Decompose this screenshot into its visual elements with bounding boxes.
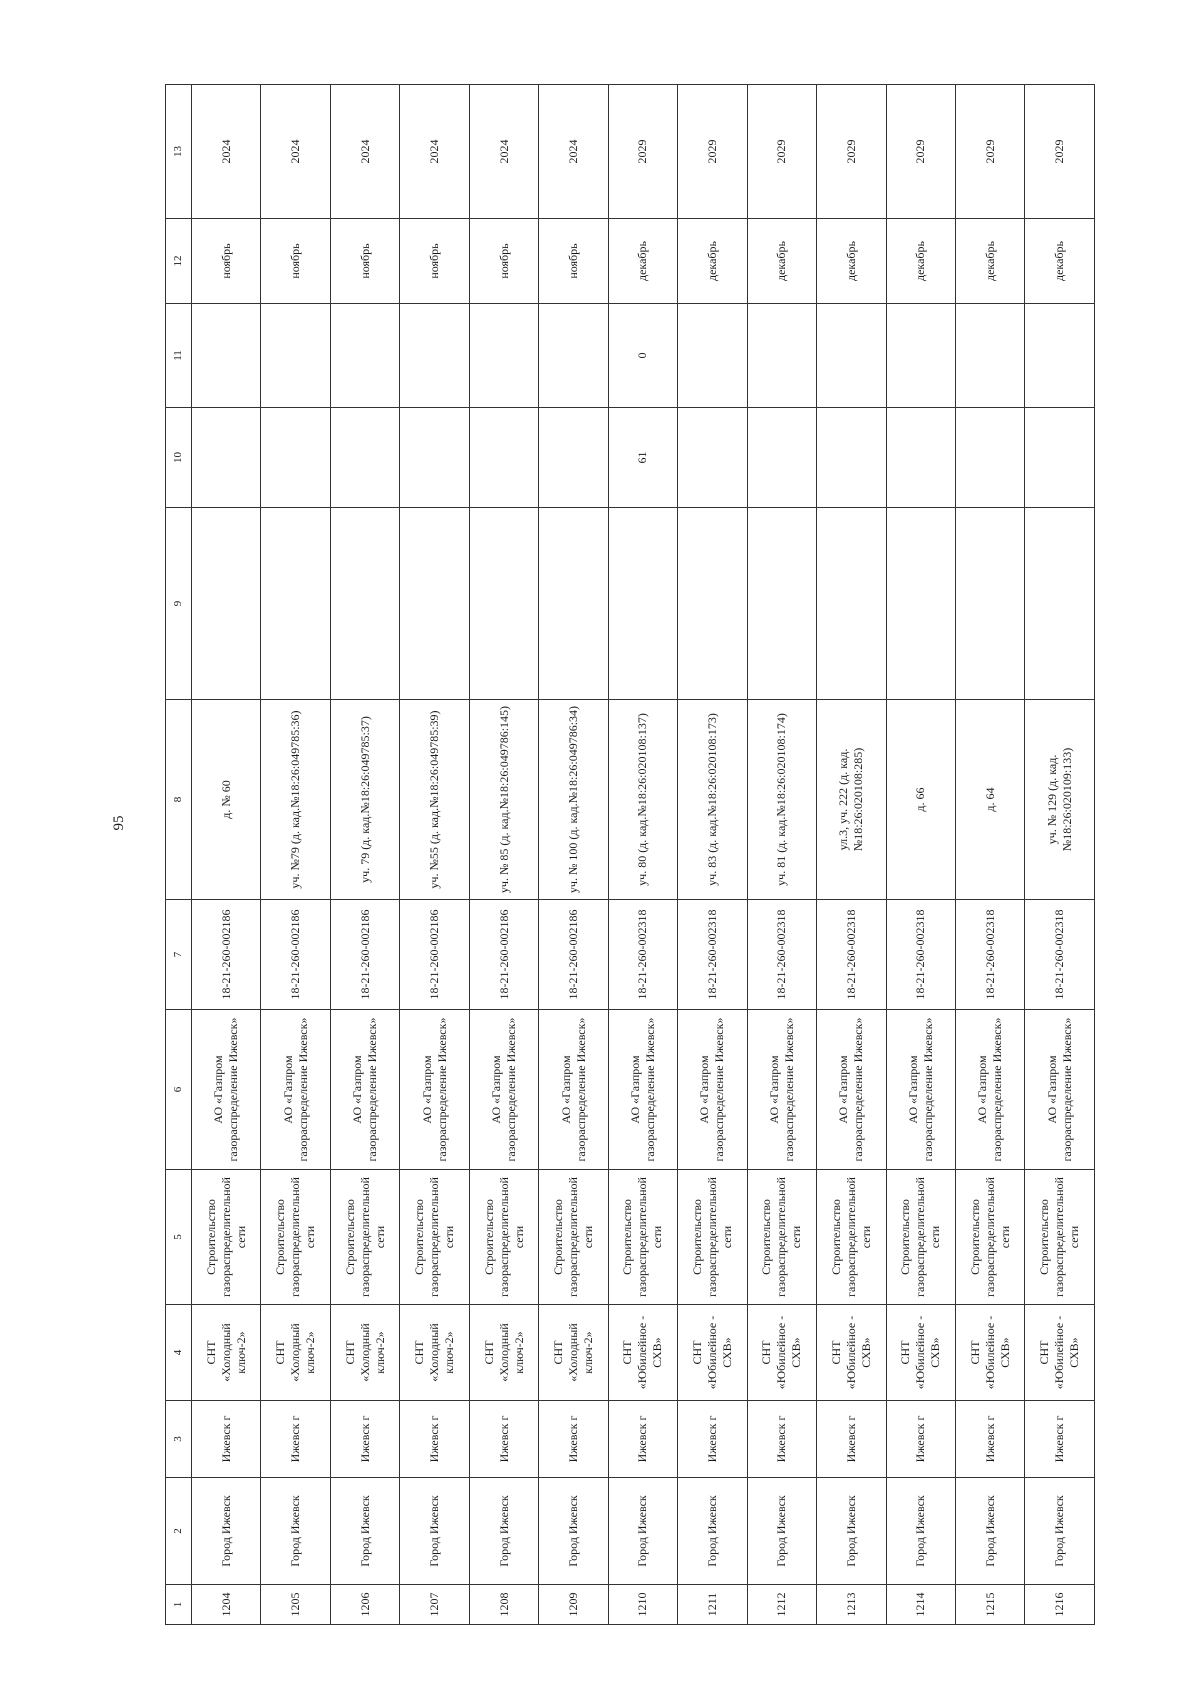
operator-cell: АО «Газпром газораспределение Ижевск» — [747, 1010, 816, 1170]
month-cell: ноябрь — [192, 219, 261, 304]
settlement-cell: Ижевск г — [400, 1401, 469, 1478]
row-number-cell: 1206 — [330, 1585, 399, 1625]
table-row — [400, 85, 469, 1625]
column-11-cell — [330, 304, 399, 408]
column-11-cell — [678, 304, 747, 408]
code-cell: 18-21-260-002186 — [469, 900, 538, 1010]
column-11-cell — [956, 304, 1025, 408]
column-11-cell — [747, 304, 816, 408]
month-cell: ноябрь — [261, 219, 330, 304]
row-number-cell: 1214 — [886, 1585, 955, 1625]
address-cell: уч. № 129 (д. кад.№18:26:020109:133) — [1025, 700, 1095, 900]
address-cell: уч. 83 (д. кад.№18:26:020108:173) — [678, 700, 747, 900]
table-row — [469, 85, 538, 1625]
work-type-cell: Строительство газораспределительной сети — [817, 1170, 886, 1305]
code-cell: 18-21-260-002186 — [539, 900, 608, 1010]
operator-cell: АО «Газпром газораспределение Ижевск» — [1025, 1010, 1095, 1170]
column-10-cell — [678, 408, 747, 508]
municipality-cell: Город Ижевск — [678, 1478, 747, 1585]
work-type-cell: Строительство газораспределительной сети — [330, 1170, 399, 1305]
year-cell: 2024 — [469, 85, 538, 219]
code-cell: 18-21-260-002318 — [817, 900, 886, 1010]
column-10-cell — [330, 408, 399, 508]
municipality-cell: Город Ижевск — [192, 1478, 261, 1585]
operator-cell: АО «Газпром газораспределение Ижевск» — [192, 1010, 261, 1170]
year-cell: 2024 — [539, 85, 608, 219]
column-10-cell — [469, 408, 538, 508]
work-type-cell: Строительство газораспределительной сети — [608, 1170, 677, 1305]
municipality-cell: Город Ижевск — [608, 1478, 677, 1585]
work-type-cell: Строительство газораспределительной сети — [956, 1170, 1025, 1305]
object-cell: СНТ «Холодный ключ-2» — [469, 1305, 538, 1401]
column-10-cell — [747, 408, 816, 508]
column-9-cell — [956, 508, 1025, 700]
column-11-cell — [192, 304, 261, 408]
gasification-table — [165, 84, 1095, 1625]
column-number: 12 — [166, 219, 192, 304]
column-10-cell — [261, 408, 330, 508]
column-11-cell — [886, 304, 955, 408]
column-11-cell — [400, 304, 469, 408]
code-cell: 18-21-260-002186 — [330, 900, 399, 1010]
column-11-cell: 0 — [608, 304, 677, 408]
column-9-cell — [1025, 508, 1095, 700]
address-cell: ул.3, уч. 222 (д. кад.№18:26:020108:285) — [817, 700, 886, 900]
municipality-cell: Город Ижевск — [330, 1478, 399, 1585]
settlement-cell: Ижевск г — [469, 1401, 538, 1478]
table-row — [261, 85, 330, 1625]
month-cell: ноябрь — [539, 219, 608, 304]
operator-cell: АО «Газпром газораспределение Ижевск» — [608, 1010, 677, 1170]
work-type-cell: Строительство газораспределительной сети — [747, 1170, 816, 1305]
table-body — [166, 85, 1095, 1625]
code-cell: 18-21-260-002318 — [608, 900, 677, 1010]
settlement-cell: Ижевск г — [192, 1401, 261, 1478]
year-cell: 2024 — [192, 85, 261, 219]
address-cell: уч. 79 (д. кад.№18:26:049785:37) — [330, 700, 399, 900]
month-cell: декабрь — [1025, 219, 1095, 304]
table-row — [886, 85, 955, 1625]
year-cell: 2024 — [330, 85, 399, 219]
row-number-cell: 1211 — [678, 1585, 747, 1625]
table-row — [956, 85, 1025, 1625]
municipality-cell: Город Ижевск — [469, 1478, 538, 1585]
address-cell: уч. 81 (д. кад.№18:26:020108:174) — [747, 700, 816, 900]
row-number-cell: 1213 — [817, 1585, 886, 1625]
object-cell: СНТ «Юбилейное - СХВ» — [886, 1305, 955, 1401]
work-type-cell: Строительство газораспределительной сети — [678, 1170, 747, 1305]
year-cell: 2029 — [747, 85, 816, 219]
column-10-cell — [817, 408, 886, 508]
address-cell: уч. № 100 (д. кад.№18:26:049786:34) — [539, 700, 608, 900]
column-10-cell — [539, 408, 608, 508]
column-number: 13 — [166, 85, 192, 219]
column-number: 6 — [166, 1010, 192, 1170]
rotated-table-container — [165, 85, 1095, 1625]
column-10-cell — [1025, 408, 1095, 508]
object-cell: СНТ «Холодный ключ-2» — [539, 1305, 608, 1401]
table-row — [608, 85, 677, 1625]
municipality-cell: Город Ижевск — [956, 1478, 1025, 1585]
column-number: 7 — [166, 900, 192, 1010]
column-9-cell — [678, 508, 747, 700]
column-9-cell — [886, 508, 955, 700]
operator-cell: АО «Газпром газораспределение Ижевск» — [469, 1010, 538, 1170]
year-cell: 2024 — [261, 85, 330, 219]
column-number: 8 — [166, 700, 192, 900]
column-11-cell — [539, 304, 608, 408]
settlement-cell: Ижевск г — [956, 1401, 1025, 1478]
column-9-cell — [608, 508, 677, 700]
object-cell: СНТ «Юбилейное - СХВ» — [956, 1305, 1025, 1401]
column-9-cell — [192, 508, 261, 700]
settlement-cell: Ижевск г — [817, 1401, 886, 1478]
row-number-cell: 1216 — [1025, 1585, 1095, 1625]
column-9-cell — [747, 508, 816, 700]
column-10-cell — [192, 408, 261, 508]
month-cell: декабрь — [678, 219, 747, 304]
work-type-cell: Строительство газораспределительной сети — [192, 1170, 261, 1305]
municipality-cell: Город Ижевск — [261, 1478, 330, 1585]
object-cell: СНТ «Юбилейное - СХВ» — [608, 1305, 677, 1401]
settlement-cell: Ижевск г — [608, 1401, 677, 1478]
month-cell: декабрь — [747, 219, 816, 304]
column-11-cell — [261, 304, 330, 408]
row-number-cell: 1208 — [469, 1585, 538, 1625]
municipality-cell: Город Ижевск — [400, 1478, 469, 1585]
column-number: 5 — [166, 1170, 192, 1305]
code-cell: 18-21-260-002186 — [261, 900, 330, 1010]
settlement-cell: Ижевск г — [330, 1401, 399, 1478]
code-cell: 18-21-260-002318 — [747, 900, 816, 1010]
table-row — [192, 85, 261, 1625]
address-cell: д. № 60 — [192, 700, 261, 900]
year-cell: 2029 — [817, 85, 886, 219]
municipality-cell: Город Ижевск — [539, 1478, 608, 1585]
table-row — [330, 85, 399, 1625]
address-cell: д. 66 — [886, 700, 955, 900]
code-cell: 18-21-260-002318 — [886, 900, 955, 1010]
settlement-cell: Ижевск г — [678, 1401, 747, 1478]
municipality-cell: Город Ижевск — [747, 1478, 816, 1585]
year-cell: 2029 — [608, 85, 677, 219]
column-11-cell — [817, 304, 886, 408]
row-number-cell: 1215 — [956, 1585, 1025, 1625]
code-cell: 18-21-260-002318 — [956, 900, 1025, 1010]
year-cell: 2029 — [678, 85, 747, 219]
column-number: 10 — [166, 408, 192, 508]
table-row — [747, 85, 816, 1625]
table-row — [539, 85, 608, 1625]
work-type-cell: Строительство газораспределительной сети — [1025, 1170, 1095, 1305]
column-9-cell — [469, 508, 538, 700]
municipality-cell: Город Ижевск — [1025, 1478, 1095, 1585]
operator-cell: АО «Газпром газораспределение Ижевск» — [886, 1010, 955, 1170]
column-11-cell — [1025, 304, 1095, 408]
column-10-cell — [886, 408, 955, 508]
code-cell: 18-21-260-002186 — [400, 900, 469, 1010]
code-cell: 18-21-260-002186 — [192, 900, 261, 1010]
operator-cell: АО «Газпром газораспределение Ижевск» — [539, 1010, 608, 1170]
column-number-row — [166, 85, 192, 1625]
column-number: 3 — [166, 1401, 192, 1478]
table-row — [1025, 85, 1095, 1625]
code-cell: 18-21-260-002318 — [1025, 900, 1095, 1010]
work-type-cell: Строительство газораспределительной сети — [469, 1170, 538, 1305]
object-cell: СНТ «Холодный ключ-2» — [192, 1305, 261, 1401]
object-cell: СНТ «Холодный ключ-2» — [400, 1305, 469, 1401]
table-row — [817, 85, 886, 1625]
address-cell: уч. №55 (д. кад.№18:26:049785:39) — [400, 700, 469, 900]
row-number-cell: 1210 — [608, 1585, 677, 1625]
settlement-cell: Ижевск г — [1025, 1401, 1095, 1478]
municipality-cell: Город Ижевск — [886, 1478, 955, 1585]
row-number-cell: 1212 — [747, 1585, 816, 1625]
column-number: 2 — [166, 1478, 192, 1585]
table-row — [678, 85, 747, 1625]
month-cell: ноябрь — [400, 219, 469, 304]
column-10-cell: 61 — [608, 408, 677, 508]
object-cell: СНТ «Юбилейное - СХВ» — [1025, 1305, 1095, 1401]
month-cell: декабрь — [956, 219, 1025, 304]
column-9-cell — [817, 508, 886, 700]
operator-cell: АО «Газпром газораспределение Ижевск» — [400, 1010, 469, 1170]
work-type-cell: Строительство газораспределительной сети — [886, 1170, 955, 1305]
column-11-cell — [469, 304, 538, 408]
column-9-cell — [539, 508, 608, 700]
work-type-cell: Строительство газораспределительной сети — [261, 1170, 330, 1305]
month-cell: ноябрь — [469, 219, 538, 304]
settlement-cell: Ижевск г — [886, 1401, 955, 1478]
operator-cell: АО «Газпром газораспределение Ижевск» — [678, 1010, 747, 1170]
row-number-cell: 1209 — [539, 1585, 608, 1625]
year-cell: 2029 — [886, 85, 955, 219]
settlement-cell: Ижевск г — [539, 1401, 608, 1478]
column-9-cell — [400, 508, 469, 700]
column-9-cell — [330, 508, 399, 700]
address-cell: уч. 80 (д. кад.№18:26:020108:137) — [608, 700, 677, 900]
row-number-cell: 1205 — [261, 1585, 330, 1625]
address-cell: д. 64 — [956, 700, 1025, 900]
object-cell: СНТ «Юбилейное - СХВ» — [747, 1305, 816, 1401]
month-cell: декабрь — [886, 219, 955, 304]
column-number: 4 — [166, 1305, 192, 1401]
column-number: 1 — [166, 1585, 192, 1625]
object-cell: СНТ «Юбилейное - СХВ» — [678, 1305, 747, 1401]
object-cell: СНТ «Холодный ключ-2» — [330, 1305, 399, 1401]
operator-cell: АО «Газпром газораспределение Ижевск» — [261, 1010, 330, 1170]
address-cell: уч. № 85 (д. кад.№18:26:049786:145) — [469, 700, 538, 900]
year-cell: 2024 — [400, 85, 469, 219]
column-9-cell — [261, 508, 330, 700]
row-number-cell: 1207 — [400, 1585, 469, 1625]
year-cell: 2029 — [1025, 85, 1095, 219]
column-number: 9 — [166, 508, 192, 700]
row-number-cell: 1204 — [192, 1585, 261, 1625]
year-cell: 2029 — [956, 85, 1025, 219]
column-10-cell — [400, 408, 469, 508]
address-cell: уч. №79 (д. кад.№18:26:049785:36) — [261, 700, 330, 900]
operator-cell: АО «Газпром газораспределение Ижевск» — [330, 1010, 399, 1170]
settlement-cell: Ижевск г — [747, 1401, 816, 1478]
page-number: 95 — [111, 815, 127, 831]
object-cell: СНТ «Юбилейное - СХВ» — [817, 1305, 886, 1401]
settlement-cell: Ижевск г — [261, 1401, 330, 1478]
work-type-cell: Строительство газораспределительной сети — [539, 1170, 608, 1305]
object-cell: СНТ «Холодный ключ-2» — [261, 1305, 330, 1401]
month-cell: декабрь — [608, 219, 677, 304]
operator-cell: АО «Газпром газораспределение Ижевск» — [817, 1010, 886, 1170]
month-cell: декабрь — [817, 219, 886, 304]
operator-cell: АО «Газпром газораспределение Ижевск» — [956, 1010, 1025, 1170]
column-10-cell — [956, 408, 1025, 508]
code-cell: 18-21-260-002318 — [678, 900, 747, 1010]
work-type-cell: Строительство газораспределительной сети — [400, 1170, 469, 1305]
municipality-cell: Город Ижевск — [817, 1478, 886, 1585]
column-number: 11 — [166, 304, 192, 408]
month-cell: ноябрь — [330, 219, 399, 304]
